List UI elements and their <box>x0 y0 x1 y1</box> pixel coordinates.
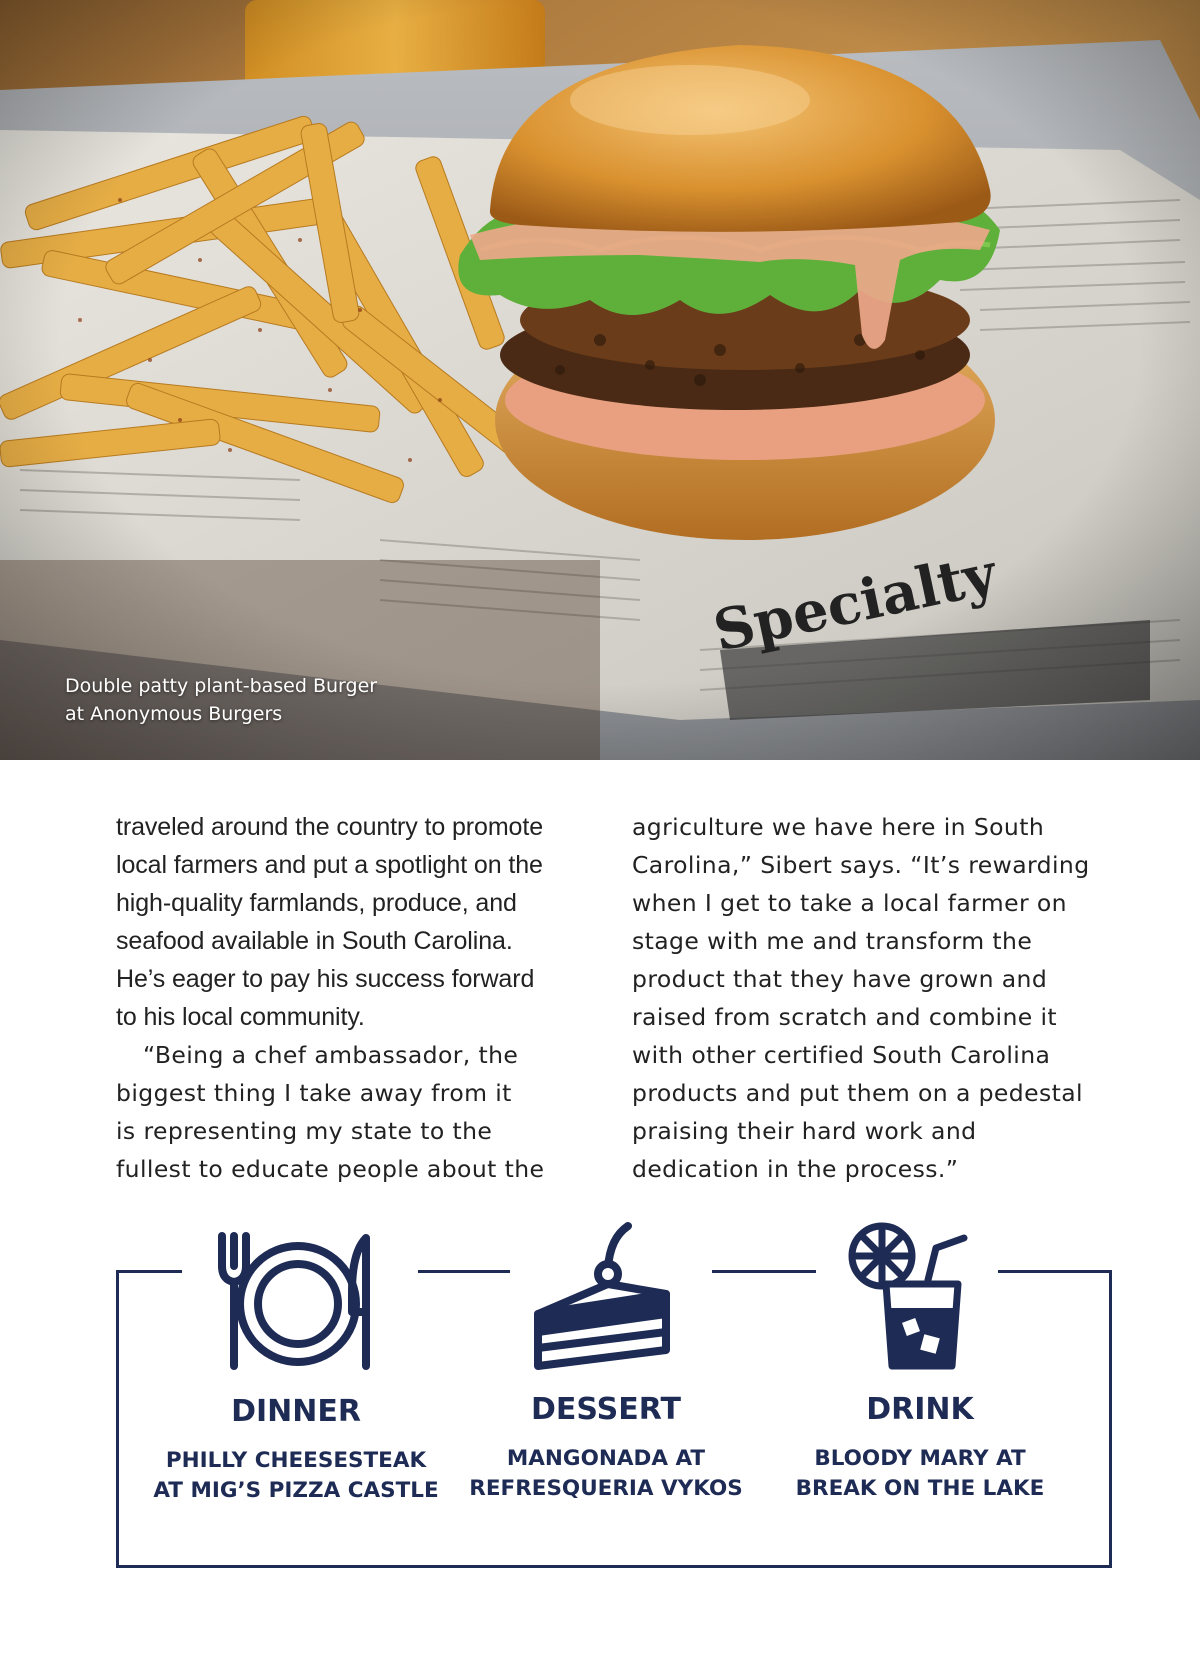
guide-heading-drink: DRINK <box>866 1392 974 1427</box>
guide-heading-dinner: DINNER <box>231 1394 361 1429</box>
article-line: agriculture we have here in South <box>632 813 1045 841</box>
guide-top-border <box>418 1270 510 1273</box>
plate-fork-knife-icon <box>212 1232 380 1377</box>
burger-photo-illustration <box>0 0 1200 760</box>
article-line: is representing my state to the <box>116 1117 493 1145</box>
article-line: biggest thing I take away from it <box>116 1079 512 1107</box>
article-line: traveled around the country to promote <box>116 813 544 841</box>
article-line: “Being a chef ambassador, the <box>143 1041 519 1069</box>
guide-detail-line: BREAK ON THE LAKE <box>795 1476 1045 1501</box>
article-right-column <box>632 808 1152 1188</box>
photo-caption-line: Double patty plant-based Burger <box>65 675 378 697</box>
article-line: seafood available in South Carolina. <box>116 927 513 955</box>
guide-detail-dinner <box>136 1446 456 1506</box>
article-line: raised from scratch and combine it <box>632 1003 1058 1031</box>
article-line: He’s eager to pay his success forward <box>116 965 535 993</box>
guide-detail-line: BLOODY MARY AT <box>814 1446 1026 1471</box>
photo-caption-line: at Anonymous Burgers <box>65 703 283 725</box>
guide-detail-dessert <box>456 1444 756 1504</box>
article-line: Carolina,” Sibert says. “It’s rewarding <box>632 851 1090 879</box>
guide-detail-line: PHILLY CHEESESTEAK <box>165 1448 427 1473</box>
drink-glass-icon <box>846 1220 976 1375</box>
article-line: local farmers and put a spotlight on the <box>116 851 543 879</box>
guide-detail-line: REFRESQUERIA VYKOS <box>469 1476 743 1501</box>
article-left-column <box>116 808 596 1188</box>
article-line: praising their hard work and <box>632 1117 977 1145</box>
guide-heading-dessert: DESSERT <box>531 1392 681 1427</box>
article-line: fullest to educate people about the <box>116 1155 545 1183</box>
article-line: to his local community. <box>116 1003 365 1031</box>
photo-caption <box>65 672 377 728</box>
hero-photo <box>0 0 1200 760</box>
article-line: dedication in the process.” <box>632 1155 959 1183</box>
guide-top-border <box>116 1270 182 1273</box>
guide-top-border <box>998 1270 1112 1273</box>
guide-detail-drink <box>770 1444 1070 1504</box>
cake-slice-icon <box>532 1218 674 1375</box>
article-line: product that they have grown and <box>632 965 1048 993</box>
article-line: when I get to take a local farmer on <box>632 889 1067 917</box>
guide-detail-line: AT MIG’S PIZZA CASTLE <box>153 1478 439 1503</box>
article-line: products and put them on a pedestal <box>632 1079 1083 1107</box>
article-line: high-quality farmlands, produce, and <box>116 889 517 917</box>
article-line: with other certified South Carolina <box>632 1041 1051 1069</box>
article-line: stage with me and transform the <box>632 927 1033 955</box>
guide-top-border <box>712 1270 816 1273</box>
guide-detail-line: MANGONADA AT <box>506 1446 706 1471</box>
